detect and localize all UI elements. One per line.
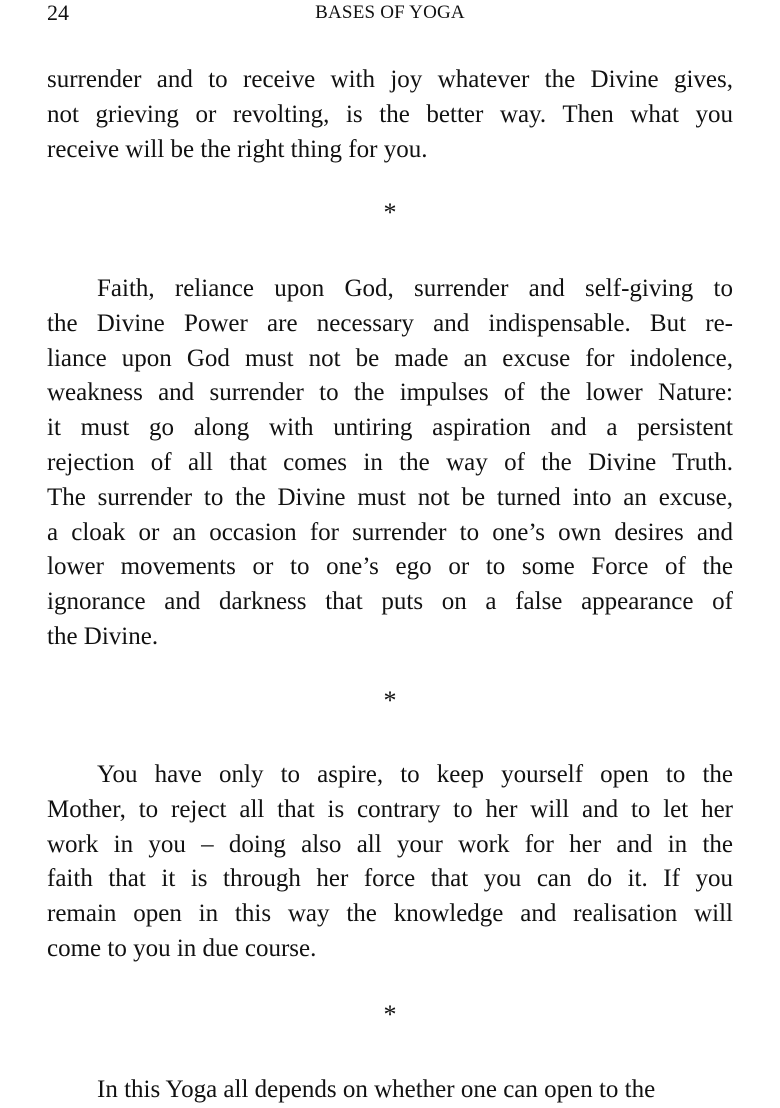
- page-number: 24: [47, 0, 69, 25]
- text-line: You have only to aspire, to keep yourself open to the: [97, 761, 733, 788]
- text-line: work in you – doing also all your work for her and in the: [47, 830, 733, 858]
- text-line: remain open in this way the knowledge and realisation will: [47, 900, 733, 928]
- text-line: The surrender to the Divine must not be turned into an excuse,: [47, 483, 733, 511]
- paragraph-1: [47, 63, 733, 167]
- text-line: not grieving or revolting, is the better way. Then what you: [47, 100, 733, 128]
- text-line: the Divine.: [47, 622, 159, 650]
- paragraph-4: [47, 1073, 733, 1108]
- text-line: weakness and surrender to the impulses of the lower Nature:: [47, 379, 733, 407]
- text-line: In this Yoga all depends on whether one can open to the: [97, 1076, 656, 1103]
- text-line: a cloak or an occasion for surrender to one’s own desires and: [47, 518, 733, 546]
- paragraph-2: [47, 272, 733, 655]
- running-title: BASES OF YOGA: [315, 2, 465, 23]
- text-line: ignorance and darkness that puts on a false appearance of: [47, 588, 733, 616]
- text-line: Faith, reliance upon God, surrender and self-giving to: [97, 275, 733, 302]
- text-line: liance upon God must not be made an excuse for indolence,: [47, 344, 733, 372]
- section-separator: *: [383, 686, 397, 715]
- text-line: come to you in due course.: [47, 934, 317, 962]
- section-separator: *: [383, 198, 397, 227]
- text-line: surrender and to receive with joy whatever the Divine gives,: [47, 66, 733, 93]
- text-line: faith that it is through her force that you can do it. If you: [47, 865, 733, 893]
- text-line: Mother, to reject all that is contrary to her will and to let her: [47, 795, 733, 823]
- text-line: it must go along with untiring aspiration and a persistent: [47, 414, 733, 442]
- page-header: [0, 0, 780, 30]
- section-separator: *: [383, 1000, 397, 1029]
- paragraph-3: [47, 758, 733, 967]
- text-line: receive will be the right thing for you.: [47, 135, 428, 163]
- text-line: rejection of all that comes in the way of the Divine Truth.: [47, 448, 733, 476]
- text-line: lower movements or to one’s ego or to some Force of the: [47, 553, 733, 581]
- text-line: the Divine Power are necessary and indispensable. But re-: [47, 309, 733, 337]
